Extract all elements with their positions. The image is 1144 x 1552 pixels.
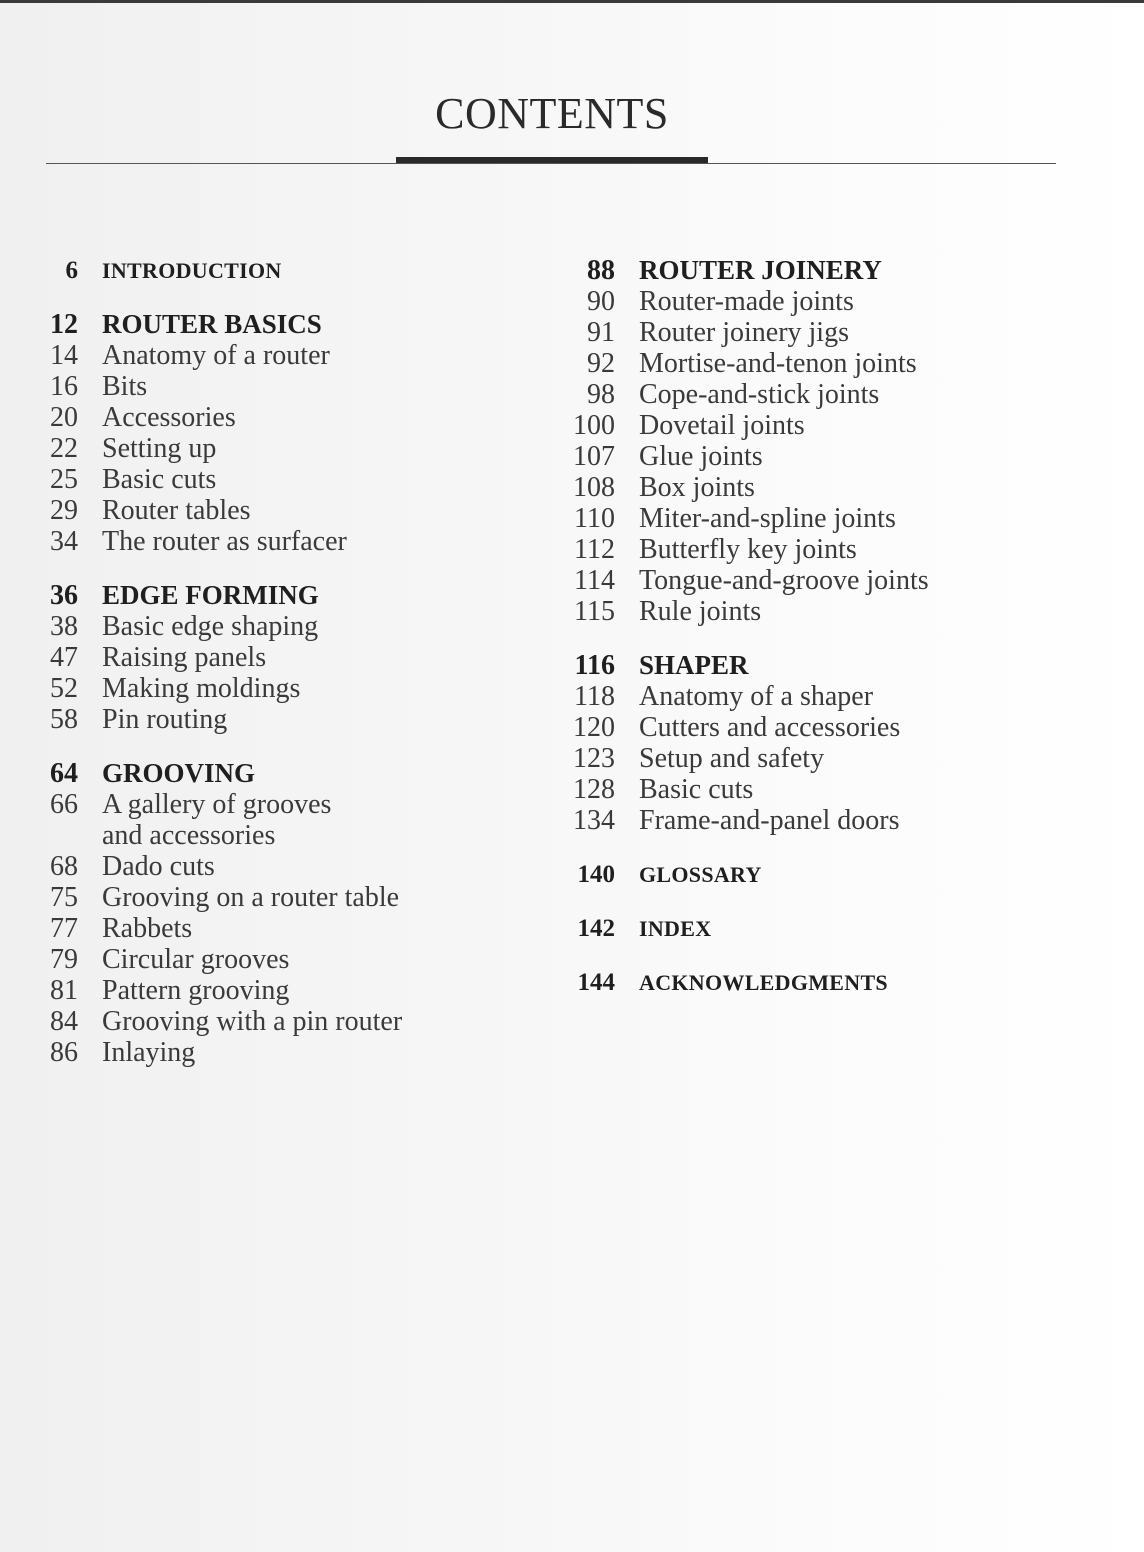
toc-left-column [40, 255, 520, 1091]
page-number: 77 [50, 913, 78, 944]
page-number: 128 [573, 774, 615, 805]
toc-entry [40, 464, 520, 495]
page-number: 118 [574, 681, 615, 712]
entry-title: Setup and safety [639, 743, 825, 774]
toc-section-heading [40, 255, 520, 286]
toc-entry [40, 611, 520, 642]
entry-title: Tongue-and-groove joints [639, 565, 929, 596]
section-title: INTRODUCTION [102, 258, 282, 283]
page-number: 66 [50, 789, 78, 820]
toc-entry [560, 774, 1040, 805]
toc-section [40, 309, 520, 557]
entry-title: Pattern grooving [102, 975, 290, 1006]
toc-section-heading [560, 913, 1040, 944]
page-number: 144 [577, 969, 615, 996]
entry-title: Box joints [639, 472, 755, 503]
toc-section [560, 650, 1040, 836]
page-number: 123 [573, 743, 615, 774]
page-number: 81 [50, 975, 78, 1006]
page-number: 84 [50, 1006, 78, 1037]
page-number: 6 [65, 257, 78, 284]
page-number: 22 [50, 433, 78, 464]
toc-entry [40, 975, 520, 1006]
page-number: 12 [50, 309, 78, 340]
entry-title: and accessories [102, 820, 276, 851]
toc-entry [40, 526, 520, 557]
entry-title: Cutters and accessories [639, 712, 901, 743]
section-title: EDGE FORMING [102, 580, 319, 610]
entry-title: A gallery of grooves [102, 789, 332, 820]
toc-entry [560, 565, 1040, 596]
section-title: GLOSSARY [639, 862, 762, 887]
page-top-edge [0, 0, 1144, 3]
entry-title: Bits [102, 371, 148, 402]
toc-right-column [560, 255, 1040, 1021]
page-number: 68 [50, 851, 78, 882]
entry-title: The router as surfacer [102, 526, 347, 557]
toc-entry [560, 441, 1040, 472]
page-number: 34 [50, 526, 78, 557]
title-rule [46, 163, 1056, 164]
toc-entry [40, 820, 520, 851]
toc-section [40, 255, 520, 286]
page-number: 36 [50, 580, 78, 611]
toc-entry [40, 402, 520, 433]
toc-entry [560, 348, 1040, 379]
toc-entry [560, 596, 1040, 627]
page-number: 112 [574, 534, 615, 565]
entry-title: Glue joints [639, 441, 763, 472]
toc-section-heading [560, 650, 1040, 681]
toc-entry [40, 642, 520, 673]
entry-title: Basic edge shaping [102, 611, 319, 642]
toc-entry [560, 379, 1040, 410]
page-number: 86 [50, 1037, 78, 1068]
page-number: 142 [577, 915, 615, 942]
title-rule-accent [396, 157, 708, 163]
entry-title: Frame-and-panel doors [639, 805, 900, 836]
toc-entry [560, 472, 1040, 503]
page-number: 64 [50, 758, 78, 789]
page-number: 25 [50, 464, 78, 495]
toc-entry [40, 913, 520, 944]
entry-title: Dado cuts [102, 851, 215, 882]
toc-entry [40, 433, 520, 464]
entry-title: Grooving with a pin router [102, 1006, 403, 1037]
entry-title: Dovetail joints [639, 410, 805, 441]
entry-title: Circular grooves [102, 944, 290, 975]
entry-title: Router tables [102, 495, 251, 526]
section-title: SHAPER [639, 650, 749, 680]
entry-title: Rabbets [102, 913, 193, 944]
toc-entry [40, 882, 520, 913]
toc-entry [560, 743, 1040, 774]
page-number: 79 [50, 944, 78, 975]
entry-title: Inlaying [102, 1037, 196, 1068]
toc-entry [560, 712, 1040, 743]
toc-entry [40, 1037, 520, 1068]
entry-title: Raising panels [102, 642, 267, 673]
toc-entry [40, 1006, 520, 1037]
page-number: 75 [50, 882, 78, 913]
section-title: INDEX [639, 916, 712, 941]
toc-section-heading [40, 309, 520, 340]
toc-section [560, 913, 1040, 944]
page-number: 47 [50, 642, 78, 673]
page-number: 140 [577, 861, 615, 888]
toc-section [40, 758, 520, 1068]
page-number: 38 [50, 611, 78, 642]
page-title: CONTENTS [435, 89, 669, 138]
toc-entry [560, 681, 1040, 712]
page-number: 16 [50, 371, 78, 402]
page-number: 91 [587, 317, 615, 348]
entry-title: Accessories [102, 402, 236, 433]
toc-entry [40, 673, 520, 704]
toc-section-heading [560, 967, 1040, 998]
entry-title: Grooving on a router table [102, 882, 400, 913]
section-title: ROUTER BASICS [102, 309, 322, 339]
page-number: 92 [587, 348, 615, 379]
toc-entry [560, 317, 1040, 348]
toc-entry [560, 805, 1040, 836]
page-number: 29 [50, 495, 78, 526]
entry-title: Pin routing [102, 704, 228, 735]
page-number: 110 [574, 503, 615, 534]
toc-entry [560, 503, 1040, 534]
page-number: 116 [574, 650, 615, 681]
entry-title: Cope-and-stick joints [639, 379, 880, 410]
entry-title: Anatomy of a shaper [639, 681, 874, 712]
toc-entry [40, 340, 520, 371]
toc-entry [40, 944, 520, 975]
page-number: 88 [587, 255, 615, 286]
section-title: ROUTER JOINERY [639, 255, 882, 285]
page-number: 52 [50, 673, 78, 704]
toc-entry [40, 704, 520, 735]
toc-entry [40, 851, 520, 882]
entry-title: Making moldings [102, 673, 301, 704]
entry-title: Basic cuts [639, 774, 754, 805]
toc-entry [40, 371, 520, 402]
page-number: 58 [50, 704, 78, 735]
page-number: 115 [574, 596, 615, 627]
toc-section-heading [560, 859, 1040, 890]
page-number: 90 [587, 286, 615, 317]
page-number: 114 [574, 565, 615, 596]
entry-title: Butterfly key joints [639, 534, 857, 565]
toc-section [560, 967, 1040, 998]
toc-section-heading [40, 580, 520, 611]
toc-entry [40, 495, 520, 526]
page-number: 120 [573, 712, 615, 743]
entry-title: Mortise-and-tenon joints [639, 348, 917, 379]
toc-section-heading [40, 758, 520, 789]
entry-title: Rule joints [639, 596, 762, 627]
toc-entry [560, 410, 1040, 441]
toc-entry [560, 286, 1040, 317]
toc-section-heading [560, 255, 1040, 286]
page-number: 20 [50, 402, 78, 433]
toc-section [560, 859, 1040, 890]
section-title: GROOVING [102, 758, 256, 788]
page-number: 14 [50, 340, 78, 371]
toc-section [40, 580, 520, 735]
page-number: 134 [573, 805, 615, 836]
toc-entry [40, 789, 520, 820]
toc-section [560, 255, 1040, 627]
entry-title: Miter-and-spline joints [639, 503, 896, 534]
entry-title: Basic cuts [102, 464, 217, 495]
entry-title: Setting up [102, 433, 217, 464]
page-number: 100 [573, 410, 615, 441]
entry-title: Router-made joints [639, 286, 854, 317]
toc-entry [560, 534, 1040, 565]
section-title: ACKNOWLEDGMENTS [639, 970, 888, 995]
page-number: 107 [573, 441, 615, 472]
page-number: 98 [587, 379, 615, 410]
page-number: 108 [573, 472, 615, 503]
entry-title: Anatomy of a router [102, 340, 330, 371]
entry-title: Router joinery jigs [639, 317, 849, 348]
